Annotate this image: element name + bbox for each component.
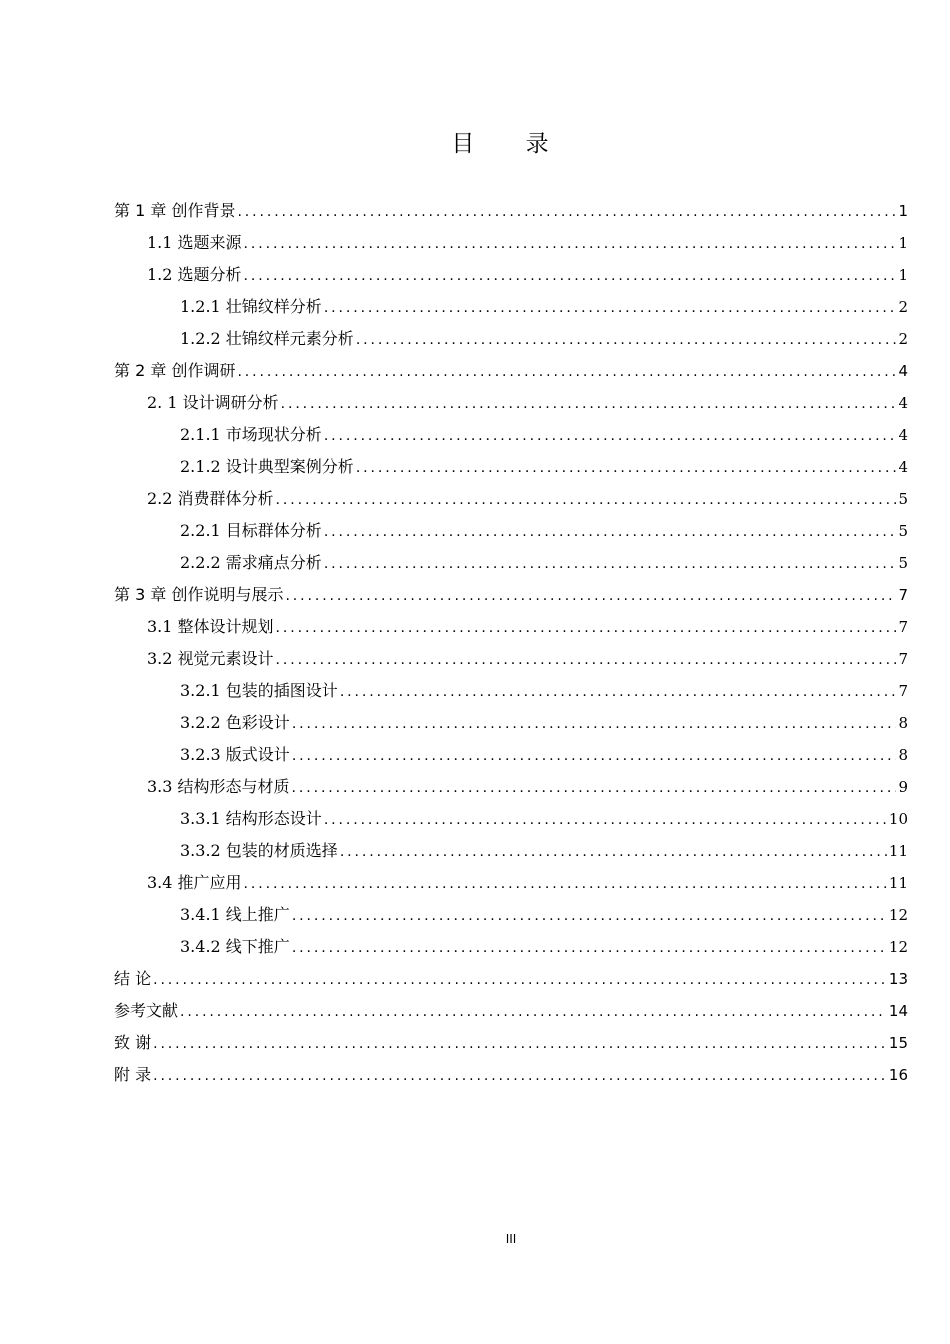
toc-dot-leader — [292, 932, 887, 964]
toc-entry[interactable] — [114, 387, 908, 419]
toc-entry-page-number: 5 — [898, 490, 908, 508]
toc-entry[interactable] — [114, 835, 908, 867]
toc-entry-page-number: 9 — [898, 778, 908, 796]
toc-dot-leader — [281, 388, 897, 420]
toc-entry-title: 2.2.2 需求痛点分析 — [180, 553, 322, 572]
toc-entry-title: 2.1.1 市场现状分析 — [180, 425, 322, 444]
toc-dot-leader — [340, 836, 887, 868]
toc-entry-page-number: 8 — [898, 714, 908, 732]
toc-entry[interactable] — [114, 707, 908, 739]
toc-entry-page-number: 7 — [898, 650, 908, 668]
toc-entry-title: 3.2 视觉元素设计 — [147, 649, 274, 668]
toc-entry[interactable] — [114, 931, 908, 963]
toc-entry-title: 2.2 消费群体分析 — [147, 489, 274, 508]
toc-entry-title: 第 1 章 创作背景 — [114, 201, 236, 220]
toc-entry-page-number: 14 — [888, 1002, 908, 1020]
toc-entry[interactable] — [114, 739, 908, 771]
toc-entry[interactable] — [114, 1059, 908, 1091]
toc-entry-title: 1.1 选题来源 — [147, 233, 242, 252]
toc-dot-leader — [340, 676, 897, 708]
toc-dot-leader — [324, 516, 897, 548]
toc-entry[interactable] — [114, 899, 908, 931]
toc-entry[interactable] — [114, 259, 908, 291]
page-title: 目 录 — [451, 131, 571, 157]
toc-entry-title: 1.2.1 壮锦纹样分析 — [180, 297, 322, 316]
toc-dot-leader — [276, 484, 897, 516]
toc-entry-title: 致 谢 — [114, 1033, 152, 1052]
toc-entry-title: 第 3 章 创作说明与展示 — [114, 585, 284, 604]
toc-entry-title: 2.2.1 目标群体分析 — [180, 521, 322, 540]
toc-entry-title: 2.1.2 设计典型案例分析 — [180, 457, 354, 476]
toc-dot-leader — [356, 452, 897, 484]
toc-dot-leader — [292, 708, 897, 740]
toc-entry[interactable] — [114, 483, 908, 515]
toc-entry-page-number: 12 — [888, 938, 908, 956]
toc-entry-page-number: 4 — [898, 362, 908, 380]
toc-entry-page-number: 11 — [888, 842, 908, 860]
toc-entry-page-number: 2 — [898, 298, 908, 316]
toc-entry-page-number: 10 — [888, 810, 908, 828]
toc-entry-page-number: 7 — [898, 618, 908, 636]
toc-entry-title: 3.2.3 版式设计 — [180, 745, 290, 764]
toc-entry-title: 附 录 — [114, 1065, 152, 1084]
toc-dot-leader — [285, 580, 896, 612]
page-number: III — [505, 1232, 517, 1246]
toc-entry-title: 2. 1 设计调研分析 — [147, 393, 279, 412]
toc-dot-leader — [244, 868, 887, 900]
toc-dot-leader — [237, 356, 896, 388]
toc-entry[interactable] — [114, 195, 908, 227]
toc-dot-leader — [153, 1028, 887, 1060]
toc-entry[interactable] — [114, 227, 908, 259]
toc-entry-title: 3.3.2 包装的材质选择 — [180, 841, 338, 860]
toc-entry-page-number: 15 — [888, 1034, 908, 1052]
toc-dot-leader — [244, 260, 897, 292]
toc-entry[interactable] — [114, 419, 908, 451]
toc-dot-leader — [153, 1060, 887, 1092]
toc-dot-leader — [244, 228, 897, 260]
toc-entry[interactable] — [114, 323, 908, 355]
toc-entry-title: 参考文献 — [114, 1001, 179, 1020]
toc-entry[interactable] — [114, 675, 908, 707]
toc-dot-leader — [324, 804, 887, 836]
toc-dot-leader — [180, 996, 887, 1028]
toc-entry-page-number: 1 — [898, 266, 908, 284]
toc-entry-page-number: 1 — [898, 234, 908, 252]
toc-entry-title: 3.3 结构形态与材质 — [147, 777, 290, 796]
toc-entry-page-number: 8 — [898, 746, 908, 764]
toc-dot-leader — [292, 900, 887, 932]
toc-entry[interactable] — [114, 771, 908, 803]
toc-dot-leader — [292, 740, 897, 772]
toc-entry[interactable] — [114, 451, 908, 483]
toc-entry-page-number: 4 — [898, 426, 908, 444]
toc-entry-page-number: 7 — [898, 682, 908, 700]
toc-dot-leader — [276, 644, 897, 676]
toc-entry[interactable] — [114, 1027, 908, 1059]
toc-entry-title: 3.4.1 线上推广 — [180, 905, 290, 924]
toc-entry-title: 3.2.2 色彩设计 — [180, 713, 290, 732]
toc-entry-page-number: 1 — [898, 202, 908, 220]
toc-entry[interactable] — [114, 579, 908, 611]
toc-dot-leader — [237, 196, 896, 228]
toc-dot-leader — [324, 420, 897, 452]
toc-entry-page-number: 13 — [888, 970, 908, 988]
toc-entry[interactable] — [114, 355, 908, 387]
toc-entry[interactable] — [114, 547, 908, 579]
toc-entry-page-number: 4 — [898, 458, 908, 476]
toc-entry-page-number: 5 — [898, 554, 908, 572]
toc-entry[interactable] — [114, 643, 908, 675]
toc-entry[interactable] — [114, 995, 908, 1027]
toc-dot-leader — [356, 324, 897, 356]
toc-entry-title: 3.4 推广应用 — [147, 873, 242, 892]
table-of-contents — [114, 195, 908, 1091]
toc-entry-title: 第 2 章 创作调研 — [114, 361, 236, 380]
toc-entry[interactable] — [114, 963, 908, 995]
toc-entry-title: 3.2.1 包装的插图设计 — [180, 681, 338, 700]
toc-entry-title: 1.2 选题分析 — [147, 265, 242, 284]
toc-dot-leader — [276, 612, 897, 644]
toc-entry-page-number: 16 — [888, 1066, 908, 1084]
toc-entry-title: 3.3.1 结构形态设计 — [180, 809, 322, 828]
toc-dot-leader — [324, 548, 897, 580]
toc-entry-page-number: 4 — [898, 394, 908, 412]
toc-entry-title: 3.1 整体设计规划 — [147, 617, 274, 636]
toc-entry[interactable] — [114, 803, 908, 835]
toc-entry-page-number: 11 — [888, 874, 908, 892]
toc-entry-page-number: 2 — [898, 330, 908, 348]
toc-entry-title: 结 论 — [114, 969, 152, 988]
toc-entry-page-number: 12 — [888, 906, 908, 924]
toc-dot-leader — [324, 292, 897, 324]
toc-entry[interactable] — [114, 515, 908, 547]
toc-entry-title: 1.2.2 壮锦纹样元素分析 — [180, 329, 354, 348]
toc-entry[interactable] — [114, 291, 908, 323]
toc-entry[interactable] — [114, 867, 908, 899]
toc-entry-page-number: 5 — [898, 522, 908, 540]
toc-entry-page-number: 7 — [898, 586, 908, 604]
toc-dot-leader — [292, 772, 897, 804]
toc-entry[interactable] — [114, 611, 908, 643]
toc-entry-title: 3.4.2 线下推广 — [180, 937, 290, 956]
toc-dot-leader — [153, 964, 887, 996]
